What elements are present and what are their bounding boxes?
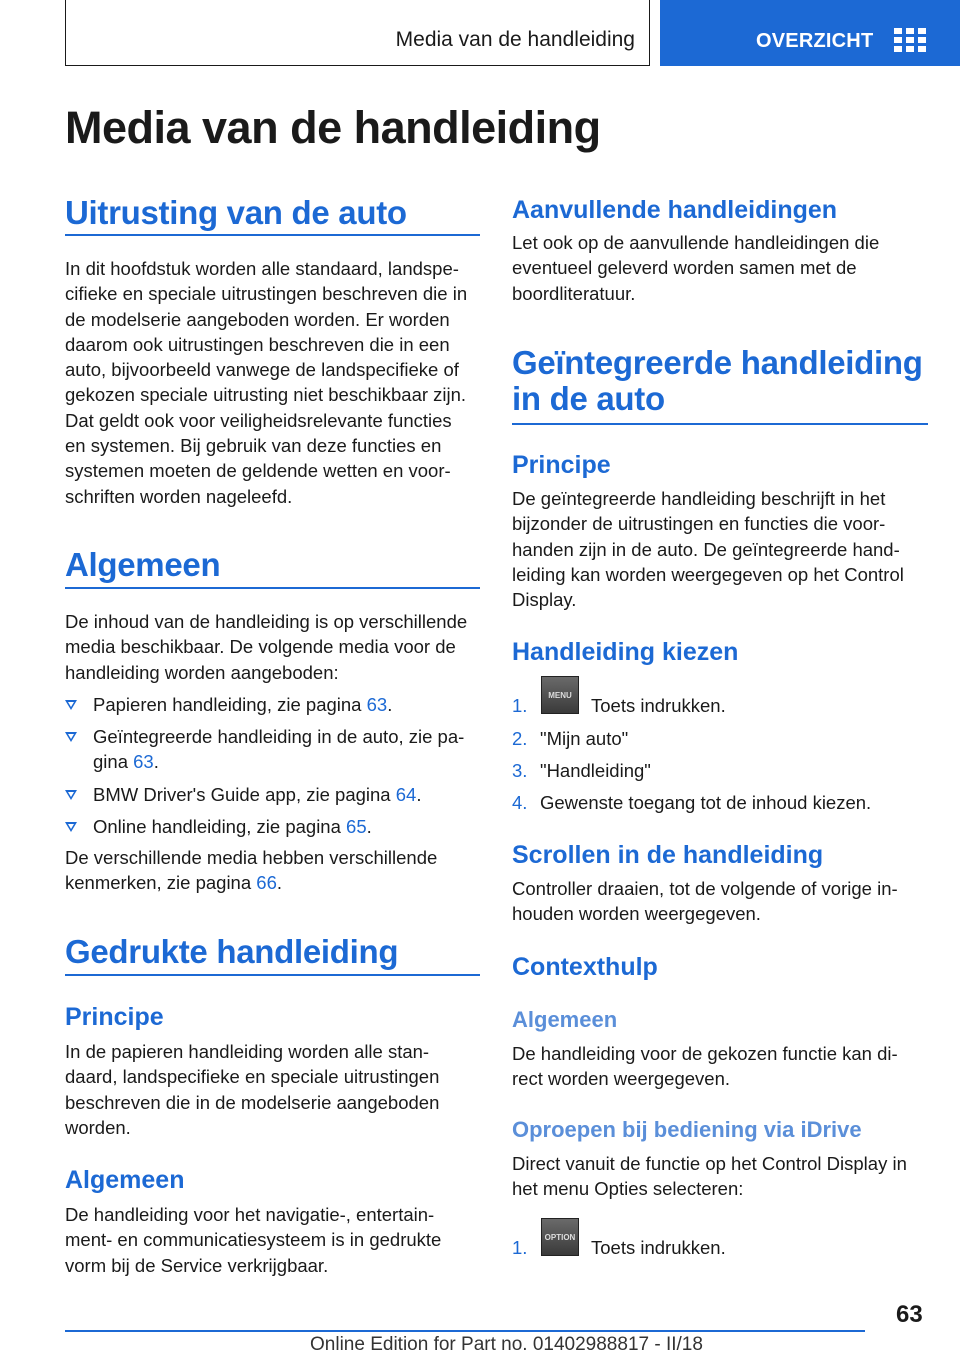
triangle-bullet-icon [65,822,77,832]
heading-oproepen: Oproepen bij bediening via iDrive [512,1117,862,1142]
paragraph-aanvullend: Let ook op de aanvullende handleidingen die eventueel geleverd worden samen met de boordliteratuur. [512,232,880,304]
heading-contexthulp: Contexthulp [512,953,658,981]
triangle-bullet-icon [65,790,77,800]
heading-principe: Principe [65,1003,164,1031]
heading-geintegreerd: Geïntegreerde handleiding in de auto [512,344,923,417]
rule [65,234,480,236]
header-section-title: Media van de handleiding [395,28,635,51]
footer-rule [65,1330,865,1332]
rule [65,587,480,589]
heading-aanvullend: Aanvullende handleidingen [512,196,838,224]
heading-algemeen-context: Algemeen [512,1007,618,1032]
heading-algemeen: Algemeen [65,546,221,583]
heading-uitrusting: Uitrusting van de auto [65,194,407,231]
page-link[interactable]: 63 [366,694,388,715]
menu-key-icon: MENU [541,676,579,714]
rule [512,423,928,425]
grid-icon [894,28,930,52]
heading-gedrukt: Gedrukte handleiding [65,933,399,970]
heading-algemeen-gedrukt: Algemeen [65,1166,185,1194]
page-link[interactable]: 66 [256,872,277,894]
header-section-box [65,0,650,66]
option-key-icon: OPTION [541,1218,579,1256]
rule [65,974,480,976]
footer-edition: Online Edition for Part no. 01402988817 - II/18 [310,1334,703,1355]
paragraph-algemeen-gedrukt: De handleiding voor het navigatie-, entertain‐ ment- en communicatiesysteem is in gedrukte vorm bij de Service verkrijgbaar. [65,1204,442,1276]
triangle-bullet-icon [65,732,77,742]
page-number: 63 [896,1301,923,1328]
paragraph-principe: In de papieren handleiding worden alle stan‐ daard, landspecifieke en speciale uitrustingen beschreven die in de modelserie aangeboden worden. [65,1041,440,1138]
heading-scrollen: Scrollen in de handleiding [512,841,824,869]
page-link[interactable]: 65 [346,816,367,837]
paragraph-principe-geintegreerd: De geïntegreerde handleiding beschrijft in het bijzonder de uitrustingen en functies die voor‐ handen zijn in de auto. De geïntegreerde hand‐ leiding kan worden weergegeven op het Control Display. [512,488,904,611]
paragraph-oproepen: Direct vanuit de functie op het Control Display in het menu Opties selecteren: [512,1153,907,1200]
triangle-bullet-icon [65,700,77,710]
overview-tab[interactable] [660,0,960,66]
paragraph-uitrusting: In dit hoofdstuk worden alle standaard, landspe‐ cifieke en speciale uitrustingen beschreven die in de modelserie aangeboden worden. Er worden daarom ook uitrustingen beschreven die in een auto, bijvoorbeeld vanwege de landspecifieke of gekozen speciale uitrusting niet beschikbaar zijn. Dat geldt ook voor veiligheidsrelevante functies en systemen. Bij gebruik van deze functies en systemen moeten de geldende wetten en voor‐ schriften worden nageleefd. [65,258,468,507]
page-title: Media van de handleiding [65,102,601,153]
paragraph-scrollen: Controller draaien, tot de volgende of vorige in‐ houden worden weergegeven. [512,878,898,925]
paragraph-algemeen-context: De handleiding voor de gekozen functie kan di‐ rect worden weergegeven. [512,1043,898,1090]
paragraph-algemeen: De inhoud van de handleiding is op verschillende media beschikbaar. De volgende media voor de handleiding worden aangeboden: [65,611,468,683]
heading-principe-geintegreerd: Principe [512,451,611,479]
overview-tab-label: OVERZICHT [756,30,874,52]
heading-kiezen: Handleiding kiezen [512,638,739,666]
page-link[interactable]: 63 [133,751,154,773]
paragraph-closing: De verschillende media hebben verschillende kenmerken, zie pagina 66. [65,847,438,894]
page-link[interactable]: 64 [395,784,417,805]
